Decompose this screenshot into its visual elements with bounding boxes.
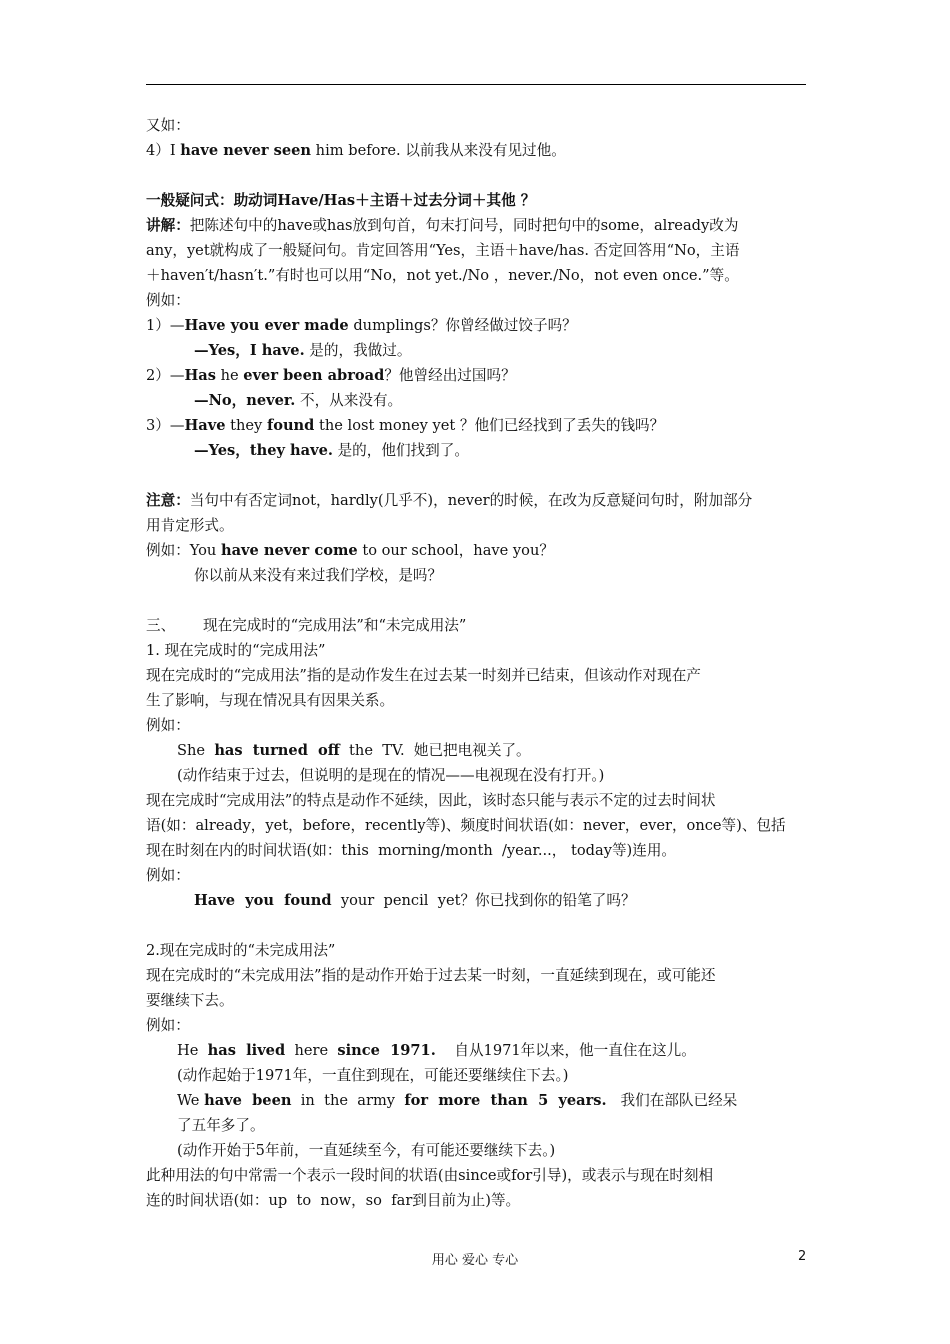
text-line-l19 [146,638,325,663]
text-run: in the army [291,1092,405,1109]
text-line-l25 [146,788,716,813]
bold-text: 一般疑问式：助动词Have/Has＋主语＋过去分词＋其他 ？ [146,192,536,209]
bold-text: —No，never. [194,392,296,409]
text-run: (动作起始于1971年，一直住到现在，可能还要继续住下去。) [177,1067,569,1084]
text-line-l37 [177,1113,265,1138]
text-line-l34 [177,1038,696,1063]
text-run: 是的，我做过。 [304,342,412,359]
text-run: 1. 现在完成时的“完成用法” [146,642,326,659]
text-line-l39 [146,1163,713,1188]
text-run: dumplings？你曾经做过饺子吗？ [348,317,577,334]
text-run: (动作结束于过去，但说明的是现在的情况——电视现在没有打开。) [177,767,605,784]
text-run: 现在完成时“完成用法”的特点是动作不延续，因此，该时态只能与表示不定的过去时间状 [146,792,716,809]
text-run: 语(如：already，yet，before，recently等)、频度时间状语(如：never，ever，once等)、包括 [146,817,786,834]
text-line-l10 [146,363,516,388]
bold-text: Has [184,367,216,384]
bold-text: ever been abroad [243,367,385,384]
text-line-l16 [146,538,554,563]
bold-text: 注意： [146,492,190,509]
text-run: ＋haven′t/hasn′t.”有时也可以用“No，not yet./No ，never./No，not even once.”等。 [146,267,739,284]
text-line-l3 [146,188,535,213]
text-run: here [285,1042,338,1059]
text-line-l8 [146,313,577,338]
bold-text: Have you ever made [184,317,349,334]
text-run: 例如： [146,292,190,309]
text-line-l32 [146,988,234,1013]
text-line-l28 [146,863,190,888]
bold-text: have never seen [180,142,312,159]
text-run: 我们在部队已经呆 [606,1092,738,1109]
text-run: 连的时间状语(如：up to now，so far到目前为止)等。 [146,1192,521,1209]
text-run: 不，从来没有。 [295,392,403,409]
text-line-l12 [146,413,664,438]
text-run: ？他曾经出过国吗？ [384,367,516,384]
text-run: 例如： [146,867,190,884]
text-line-l27 [146,838,676,863]
text-run: 4）I [146,142,181,159]
text-run: 例如： [146,717,190,734]
text-line-l40 [146,1188,520,1213]
text-line-l17 [194,563,442,588]
bold-text: Have you found [194,892,332,909]
text-run: 把陈述句中的have或has放到句首，句末打问号，同时把句中的some，already改为 [189,217,739,234]
text-run: 你以前从来没有来过我们学校，是吗？ [194,567,443,584]
text-line-l23 [177,738,531,763]
text-run: 是的，他们找到了。 [332,442,469,459]
bold-text: —Yes，I have. [194,342,305,359]
text-line-l30 [146,938,335,963]
text-line-l21 [146,688,394,713]
text-run: any，yet就构成了一般疑问句。肯定回答用“Yes，主语＋have/has. 否定回答用“No，主语 [146,242,740,259]
text-run: 此种用法的句中常需一个表示一段时间的状语(由since或for引导)，或表示与现在时刻相 [146,1167,714,1184]
text-run: 现在完成时的“未完成用法”指的是动作开始于过去某一时刻，一直延续到现在，或可能还 [146,967,716,984]
text-line-l38 [177,1138,555,1163]
text-line-l5 [146,238,739,263]
bold-text: has lived [207,1042,286,1059]
text-run: they [225,417,267,434]
text-run: the TV. 她已把电视关了。 [339,742,531,759]
text-line-l36 [177,1088,737,1113]
text-run: 了五年多了。 [177,1117,265,1134]
text-line-l2 [146,138,566,163]
bold-text: since 1971. [337,1042,436,1059]
header-rule [146,84,806,85]
text-run: he [215,367,244,384]
text-run: 当句中有否定词not，hardly(几乎不)，never的时候，在改为反意疑问句时，附加部分 [189,492,753,509]
text-line-l33 [146,1013,190,1038]
text-line-l22 [146,713,190,738]
text-run: 要继续下去。 [146,992,234,1009]
text-run: 现在完成时的“完成用法”指的是动作发生在过去某一时刻并已结束，但该动作对现在产 [146,667,701,684]
text-run: 例如：You [146,542,221,559]
bold-text: have never come [220,542,358,559]
text-run: He [177,1042,208,1059]
text-run: 三、 现在完成时的“完成用法”和“未完成用法” [146,617,467,634]
text-line-l14 [146,488,752,513]
bold-text: —Yes，they have. [194,442,333,459]
text-line-l4 [146,213,738,238]
text-run: 3）— [146,417,185,434]
bold-text: Have [184,417,226,434]
text-run: 自从1971年以来，他一直住在这儿。 [435,1042,696,1059]
text-run: 2.现在完成时的“未完成用法” [146,942,336,959]
text-line-l35 [177,1063,568,1088]
bold-text: have been [204,1092,292,1109]
text-run: 生了影响，与现在情况具有因果关系。 [146,692,395,709]
text-run: 又如： [146,117,190,134]
text-run: him before. 以前我从来没有见过他。 [311,142,566,159]
text-line-l29 [194,888,636,913]
text-line-l18 [146,613,466,638]
bold-text: has turned off [214,742,340,759]
footer-text: 用心 爱心 专心 [431,1253,519,1268]
text-run: We [177,1092,205,1109]
bold-text: for more than 5 years. [404,1092,607,1109]
text-run: 例如： [146,1017,190,1034]
bold-text: found [266,417,315,434]
text-line-l24 [177,763,604,788]
bold-text: 讲解： [146,217,190,234]
text-run: to our school，have you？ [357,542,554,559]
text-line-l15 [146,513,234,538]
text-line-l20 [146,663,701,688]
text-run: 2）— [146,367,185,384]
text-line-l31 [146,963,716,988]
text-line-l26 [146,813,786,838]
text-run: She [177,742,215,759]
text-run: 1）— [146,317,185,334]
text-line-l13 [194,438,469,463]
page-number: 2 [798,1249,807,1264]
text-run: 现在时刻在内的时间状语(如：this morning/month /year...， today等)连用。 [146,842,677,859]
text-run: the lost money yet ？他们已经找到了丢失的钱吗？ [314,417,665,434]
text-line-l9 [194,338,411,363]
text-run: (动作开始于5年前，一直延续至今，有可能还要继续下去。) [177,1142,556,1159]
text-line-l7 [146,288,190,313]
text-line-l11 [194,388,402,413]
text-line-l1 [146,113,190,138]
text-run: 用肯定形式。 [146,517,234,534]
text-line-l6 [146,263,739,288]
text-run: your pencil yet？你已找到你的铅笔了吗？ [331,892,636,909]
